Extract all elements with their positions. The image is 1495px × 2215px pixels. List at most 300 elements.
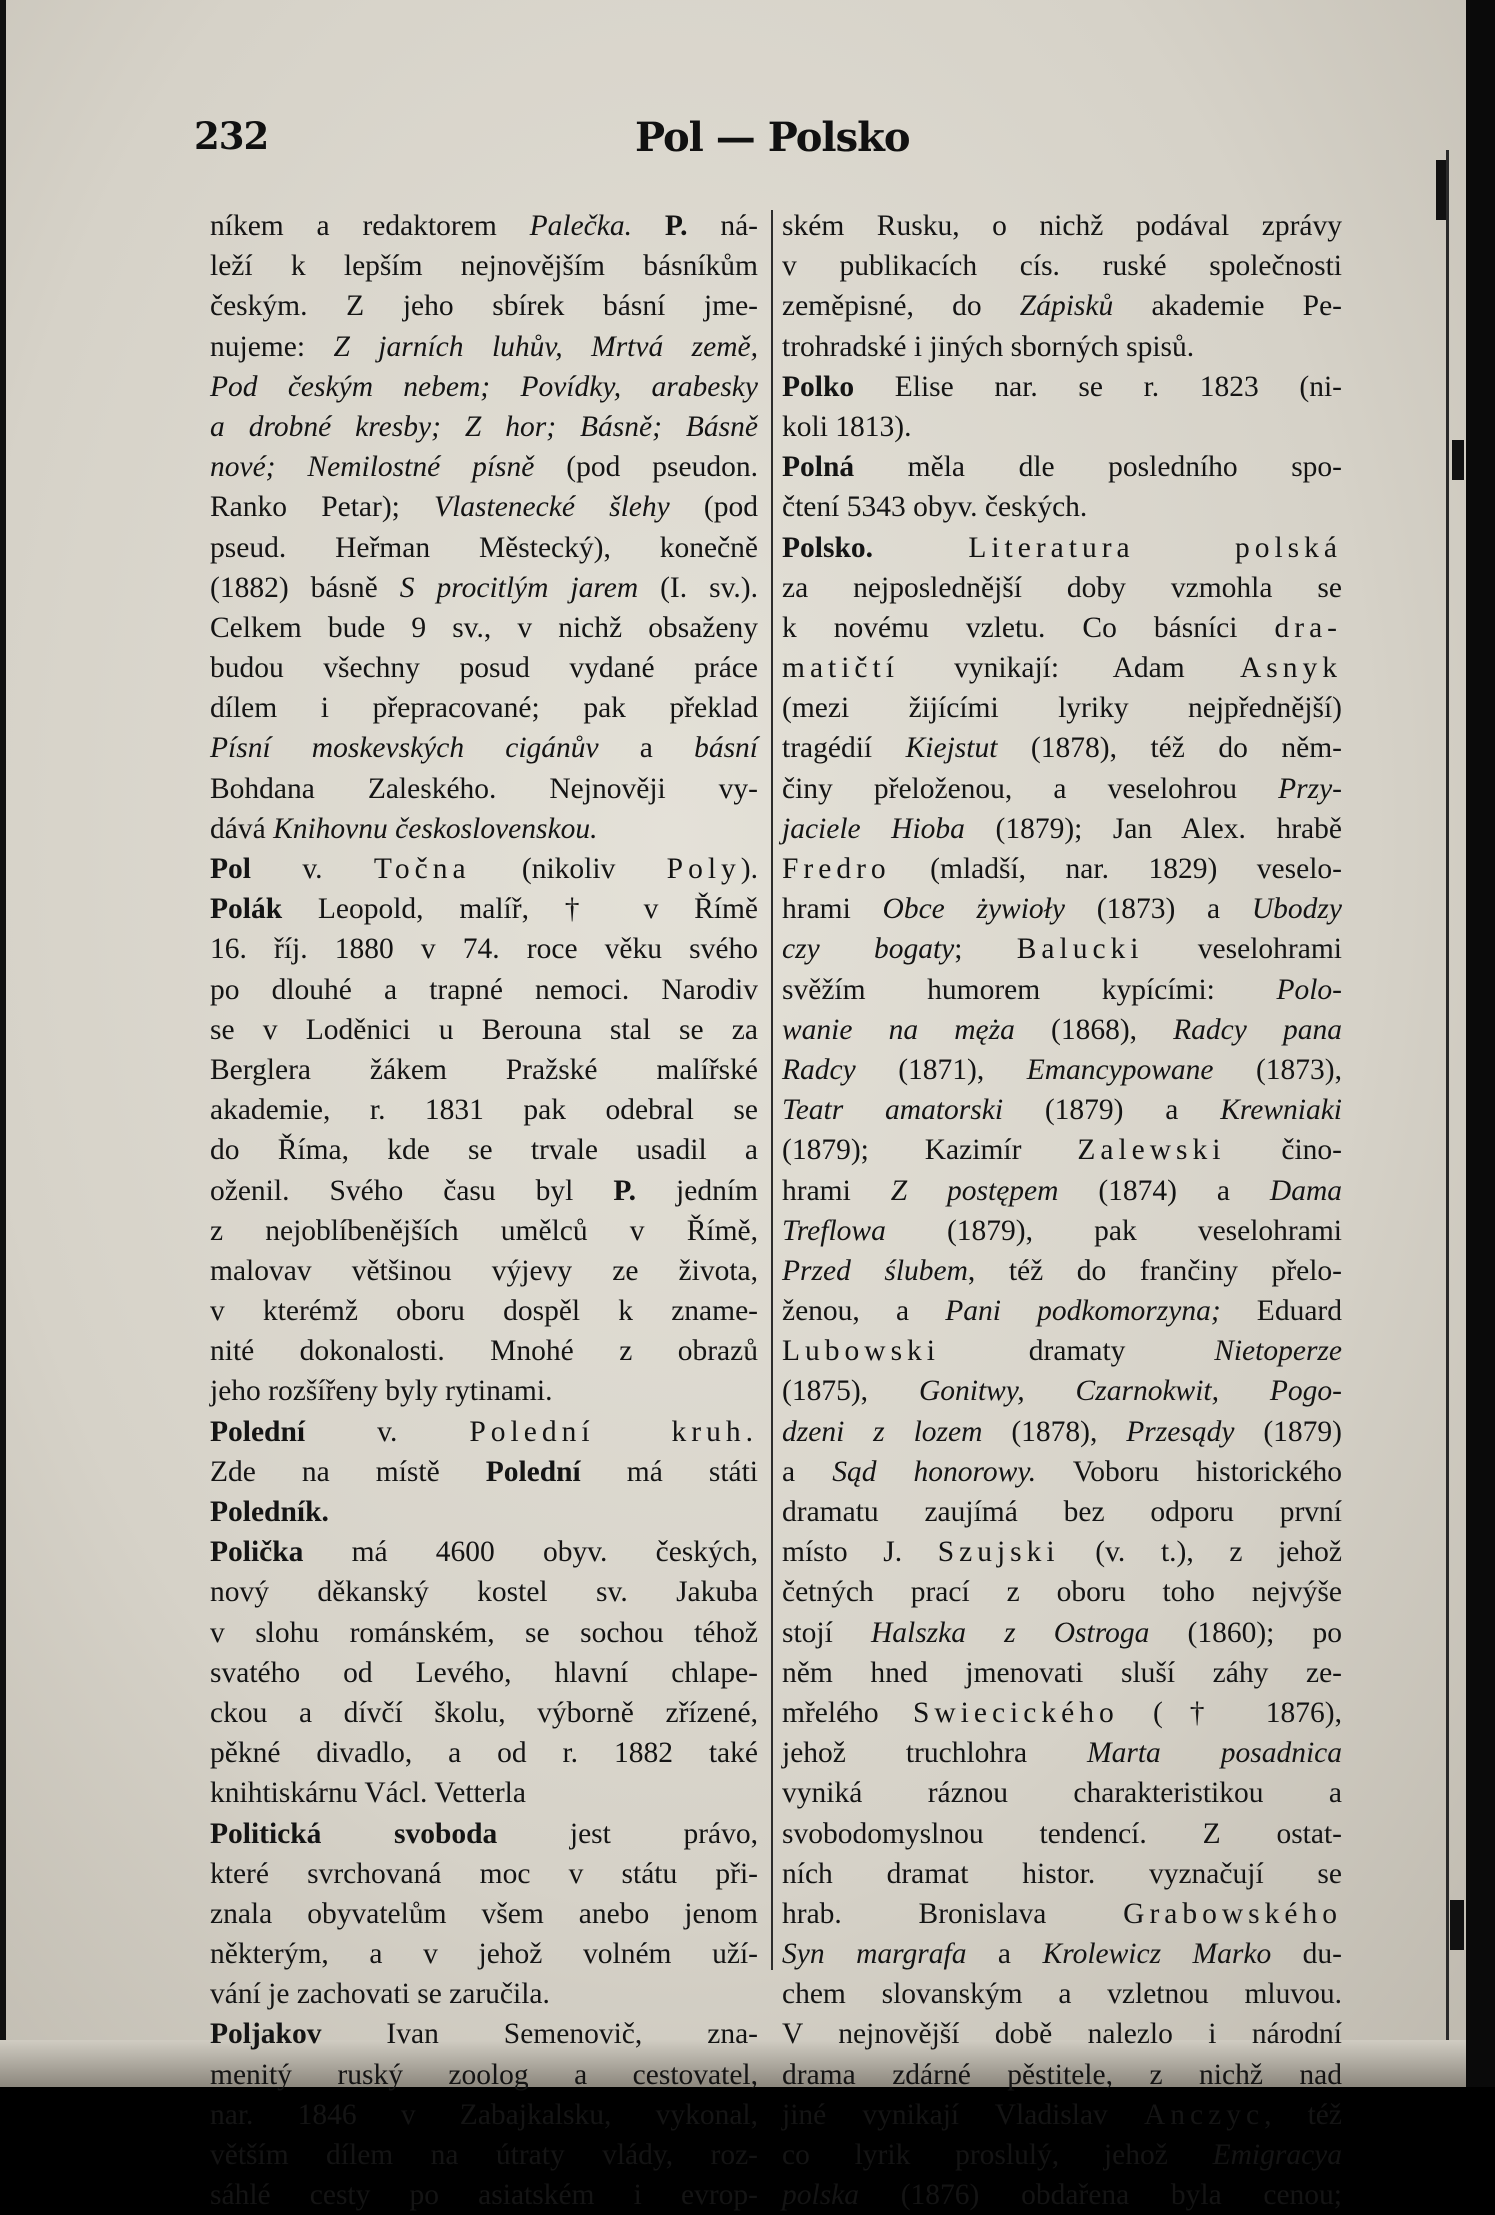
italic-title: Krolewicz Marko — [1042, 1938, 1272, 1971]
text-line — [782, 929, 1342, 969]
text-run: Voboru historického — [1036, 1455, 1342, 1488]
text-line — [782, 487, 1342, 527]
text-line — [210, 1492, 758, 1532]
italic-title: Kiejstut — [905, 732, 998, 765]
text-run: vyniká ráznou charakteristikou a — [782, 1777, 1342, 1810]
text-line — [782, 1010, 1342, 1050]
text-run: (nikoliv — [470, 853, 667, 885]
text-run: čtení 5343 obyv. českých. — [782, 491, 1088, 524]
text-run: po dlouhé a trapné nemoci. Narodiv — [210, 973, 758, 1006]
text-line — [210, 1130, 758, 1170]
text-line — [782, 849, 1342, 889]
text-run: dává — [210, 812, 274, 845]
text-run: v. — [250, 853, 374, 885]
italic-title: S procitlým jarem — [399, 571, 639, 604]
text-line — [210, 568, 758, 608]
text-run: znala obyvatelům všem anebo jenom — [210, 1897, 758, 1930]
text-run: oženil. Svého času byl — [210, 1174, 614, 1207]
text-line — [210, 688, 758, 728]
text-line — [210, 1291, 758, 1331]
entry-headword: Polička — [210, 1536, 304, 1569]
text-run: (1873), — [1213, 1053, 1342, 1086]
spaced-name: Točna — [373, 853, 471, 885]
text-run: svěžím humorem kypícími: — [782, 973, 1277, 1006]
text-run: ckou a dívčí školu, výborně zřízené, — [210, 1696, 758, 1729]
text-run: k novému vzletu. Co básníci — [782, 611, 1275, 644]
entry-headword: Politická svoboda — [210, 1817, 498, 1850]
spaced-name: Zalewski — [1077, 1134, 1226, 1167]
text-run: hrami — [782, 893, 883, 926]
italic-title: Zápisků — [1019, 290, 1114, 323]
text-line — [210, 1894, 758, 1934]
text-run: něm hned jmenovati sluší záhy ze- — [782, 1656, 1342, 1689]
text-run: se v Loděnici u Berouna stal se za — [210, 1013, 758, 1046]
entry-headword: Polední — [210, 1415, 306, 1448]
text-line — [782, 2014, 1342, 2054]
text-run: a — [782, 1455, 833, 1488]
text-run: ná- — [687, 210, 759, 242]
text-line — [782, 2095, 1342, 2135]
text-line — [210, 1814, 758, 1854]
text-line — [210, 447, 758, 487]
text-line — [782, 1532, 1342, 1572]
text-run: vání je zachovati se zaručila. — [210, 1978, 550, 2011]
text-line — [210, 2175, 758, 2215]
text-run: ; — [954, 933, 1017, 966]
text-line — [210, 648, 758, 688]
text-run: Berglera žákem Pražské malířské — [210, 1053, 758, 1086]
text-run: jeho rozšířeny byly rytinami. — [210, 1375, 553, 1408]
entry-headword: Polná — [782, 451, 855, 484]
spaced-name: Fredro — [782, 853, 891, 885]
italic-title: czy bogaty — [782, 933, 955, 966]
text-run: Eduard — [1220, 1295, 1342, 1328]
text-run: čino- — [1225, 1134, 1342, 1167]
text-line — [782, 1814, 1342, 1854]
text-line — [210, 970, 758, 1010]
text-line — [782, 1371, 1342, 1411]
text-run: nový děkanský kostel sv. Jakuba — [210, 1576, 758, 1609]
text-run: (1875), — [782, 1375, 919, 1408]
text-run: (1879), pak veselohrami — [885, 1214, 1342, 1247]
text-run: a — [598, 732, 695, 765]
spaced-name: Asnyk — [1239, 652, 1342, 685]
entry-headword: P. — [664, 210, 688, 242]
entry-headword: Polední — [485, 1455, 581, 1488]
text-run: (1871), — [855, 1053, 1027, 1086]
text-line — [782, 447, 1342, 487]
page-edge-left — [0, 0, 6, 2087]
text-run: sáhlé cesty po asiatském i evrop- — [210, 2179, 758, 2212]
italic-title: Halszka z Ostroga — [870, 1616, 1150, 1649]
text-run: 16. říj. 1880 v 74. roce věku svého — [210, 933, 758, 966]
text-line — [210, 1733, 758, 1773]
text-line — [210, 929, 758, 969]
text-line — [210, 246, 758, 286]
text-run: (1879); Kazimír — [782, 1134, 1078, 1167]
italic-title: Knihovnu československou. — [273, 812, 598, 845]
text-run: V nejnovější době nalezlo i národní — [782, 2018, 1342, 2051]
entry-headword: Polko — [782, 370, 855, 403]
text-run: (1860); po — [1149, 1616, 1342, 1649]
page-number: 232 — [194, 114, 269, 158]
text-run: († 1876), — [1118, 1696, 1342, 1729]
text-run: , též — [1264, 2098, 1342, 2131]
italic-title: Z postępem — [890, 1174, 1059, 1207]
text-run: za nejposlednější doby vzmohla se — [782, 571, 1342, 604]
text-line — [782, 1251, 1342, 1291]
text-line — [210, 2095, 758, 2135]
italic-title: Emigracya — [1212, 2139, 1342, 2171]
text-line — [210, 367, 758, 407]
text-line — [782, 809, 1342, 849]
text-line — [210, 1613, 758, 1653]
italic-title: Nietoperze — [1214, 1335, 1342, 1368]
text-run: (I. sv.). — [638, 571, 758, 604]
text-run: jedním — [636, 1174, 758, 1207]
text-line — [782, 1572, 1342, 1612]
text-run: Elise nar. se r. 1823 (ni- — [854, 370, 1342, 403]
spaced-name: Szujski — [937, 1536, 1060, 1569]
entry-headword: Pol — [210, 853, 251, 885]
text-run: (1878), — [982, 1415, 1127, 1448]
spaced-name: Grabowského — [1123, 1897, 1342, 1930]
entry-headword: Poljakov — [210, 2018, 322, 2051]
text-line — [782, 1613, 1342, 1653]
text-line — [782, 1452, 1342, 1492]
text-line — [210, 1773, 758, 1813]
text-run: akademie Pe- — [1113, 290, 1342, 323]
text-run: nar. 1846 v Zabajkalsku, vykonal, — [210, 2098, 758, 2131]
text-line — [782, 1974, 1342, 2014]
text-line — [782, 1773, 1342, 1813]
text-run: (pod pseudon. — [534, 451, 758, 484]
text-line — [210, 1412, 758, 1452]
text-run: chem slovanským a vzletnou mluvou. — [782, 1978, 1342, 2011]
text-line — [210, 1452, 758, 1492]
text-run: z nejoblíbenějších umělců v Římě, — [210, 1214, 758, 1247]
text-line — [210, 1050, 758, 1090]
binding-edge — [1446, 150, 1449, 2050]
text-run: (1878), též do něm- — [997, 732, 1342, 765]
text-run: menitý ruský zoolog a cestovatel, — [210, 2058, 758, 2091]
italic-title: Przesądy — [1126, 1415, 1235, 1448]
text-line — [782, 648, 1342, 688]
italic-title: Emancypowane — [1026, 1053, 1214, 1086]
text-line — [782, 1211, 1342, 1251]
text-run: dramaty — [940, 1335, 1215, 1368]
italic-title: jaciele Hioba — [782, 812, 965, 845]
text-run: (mladší, nar. 1829) veselo- — [890, 853, 1342, 885]
text-run: níkem a redaktorem — [210, 210, 530, 242]
text-run: zeměpisné, do — [782, 290, 1020, 323]
italic-title: Gonitwy, Czarnokwit, Pogo- — [918, 1375, 1342, 1408]
text-run: ženou, a — [782, 1295, 946, 1328]
text-run: ském Rusku, o nichž podával zprávy — [782, 210, 1342, 242]
text-run: jest právo, — [497, 1817, 758, 1850]
text-line — [782, 1050, 1342, 1090]
text-line — [782, 1854, 1342, 1894]
text-run: jiné vynikají Vladislav — [782, 2098, 1144, 2131]
text-line — [782, 2175, 1342, 2215]
text-run: Zde na místě — [210, 1455, 486, 1488]
text-run: (1879) — [1234, 1415, 1342, 1448]
text-run: dílem i přepracované; pak překlad — [210, 692, 758, 725]
text-line — [210, 849, 758, 889]
text-line — [210, 1854, 758, 1894]
italic-title: dzeni z lozem — [782, 1415, 983, 1448]
text-run: (mezi žijícími lyriky nejpřednější) — [782, 692, 1342, 725]
binding-mark — [1436, 160, 1446, 220]
text-run: Bohdana Zaleského. Nejnověji vy- — [210, 772, 758, 805]
text-line — [782, 1894, 1342, 1934]
left-column — [210, 206, 758, 2215]
text-run: četných prací z oboru toho nejvýše — [782, 1576, 1342, 1609]
text-run: má státi — [580, 1455, 759, 1488]
italic-title: Z jarních luhův, Mrtvá země, — [333, 330, 758, 363]
italic-title: Przy- — [1278, 772, 1342, 805]
text-line — [210, 1572, 758, 1612]
text-run: (v. t.), z jehož — [1059, 1536, 1342, 1569]
text-run: nujeme: — [210, 330, 334, 363]
text-line — [782, 1171, 1342, 1211]
text-run: budou všechny posud vydané práce — [210, 652, 758, 685]
text-run: leží k lepším nejnovějším básníkům — [210, 250, 758, 283]
text-line — [210, 1974, 758, 2014]
italic-title: Przed ślubem — [782, 1254, 968, 1287]
text-line — [782, 688, 1342, 728]
text-run: du- — [1271, 1938, 1343, 1971]
text-run: ). — [740, 853, 758, 885]
text-run: vynikají: Adam — [898, 652, 1240, 685]
running-title: Pol — Polsko — [635, 114, 910, 161]
text-line — [210, 487, 758, 527]
entry-headword: Polák — [210, 893, 283, 926]
text-line — [782, 2055, 1342, 2095]
text-run: mřelého — [782, 1696, 913, 1729]
text-line — [782, 608, 1342, 648]
page-header — [190, 114, 1340, 174]
text-line — [210, 407, 758, 447]
text-run: svatého od Levého, hlavní chlape- — [210, 1656, 758, 1689]
text-run: (1874) a — [1058, 1174, 1270, 1207]
text-run: v kterémž oboru dospěl k zname- — [210, 1295, 758, 1328]
text-line — [210, 206, 758, 246]
text-line — [210, 1693, 758, 1733]
spaced-name: dra- — [1274, 611, 1342, 644]
text-line — [782, 246, 1342, 286]
text-line — [210, 608, 758, 648]
italic-title: Polo- — [1276, 973, 1342, 1006]
text-line — [782, 1733, 1342, 1773]
text-line — [210, 327, 758, 367]
text-line — [210, 2135, 758, 2175]
column-divider — [771, 210, 773, 1970]
text-run: (1882) básně — [210, 571, 400, 604]
text-run: Ivan Semenovič, zna- — [321, 2018, 758, 2051]
text-line — [210, 1331, 758, 1371]
italic-title: nové; Nemilostné písně — [210, 451, 535, 484]
text-run: v. — [305, 1415, 470, 1448]
text-run: má 4600 obyv. českých, — [303, 1536, 758, 1569]
italic-title: Radcy — [782, 1053, 856, 1086]
entry-headword: Polsko. — [782, 531, 873, 564]
text-line — [782, 769, 1342, 809]
text-line — [782, 728, 1342, 768]
italic-title: Dama — [1269, 1174, 1343, 1207]
text-run: (1868), — [1014, 1013, 1174, 1046]
text-run: ních dramat histor. vyznačují se — [782, 1857, 1342, 1890]
text-line — [210, 1251, 758, 1291]
text-line — [782, 970, 1342, 1010]
text-run: svobodomyslnou tendencí. Z ostat- — [782, 1817, 1342, 1850]
italic-title: Pod českým nebem; Povídky, arabesky — [210, 370, 758, 403]
entry-headword: P. — [613, 1174, 637, 1207]
spaced-name: Swiecického — [912, 1696, 1119, 1729]
text-run: knihtiskárnu Václ. Vetterla — [210, 1777, 526, 1810]
italic-title: Palečka. — [529, 210, 632, 242]
italic-title: Pani podkomorzyna; — [945, 1295, 1221, 1328]
text-run: hrami — [782, 1174, 891, 1207]
italic-title: Marta posadnica — [1087, 1737, 1342, 1770]
text-run: a — [966, 1938, 1043, 1971]
right-column — [782, 206, 1342, 2215]
spaced-name: Poly — [666, 853, 741, 885]
text-line — [782, 367, 1342, 407]
text-run: v publikacích cís. ruské společnosti — [782, 250, 1342, 283]
binding-mark — [1452, 440, 1464, 480]
text-run: trohradské i jiných sborných spisů. — [782, 330, 1195, 363]
text-run: (1873) a — [1064, 893, 1252, 926]
text-run: větším dílem na útraty vlády, roz- — [210, 2139, 758, 2171]
text-run: co lyrik proslulý, jehož — [782, 2139, 1213, 2171]
text-line — [210, 1090, 758, 1130]
text-run: (1879); Jan Alex. hrabě — [964, 812, 1342, 845]
text-line — [210, 2055, 758, 2095]
text-line — [782, 1412, 1342, 1452]
text-run: v slohu románském, se sochou téhož — [210, 1616, 758, 1649]
text-run: Celkem bude 9 sv., v nichž obsaženy — [210, 611, 758, 644]
text-line — [782, 206, 1342, 246]
text-run: Ranko Petar); — [210, 491, 435, 524]
text-line — [782, 1331, 1342, 1371]
text-line — [210, 728, 758, 768]
text-run: stojí — [782, 1616, 871, 1649]
text-line — [782, 2135, 1342, 2175]
text-run: dramatu zaujímá bez odporu první — [782, 1496, 1342, 1528]
text-run: veselohrami — [1143, 933, 1342, 966]
text-line — [210, 1532, 758, 1572]
text-run: (1879) a — [1003, 1094, 1221, 1127]
text-line — [210, 2014, 758, 2054]
text-run: (pod — [669, 491, 758, 524]
text-line — [210, 1371, 758, 1411]
text-run: tragédií — [782, 732, 906, 765]
italic-title: wanie na męża — [782, 1013, 1015, 1046]
text-run: pseud. Heřman Městecký), konečně — [210, 531, 758, 564]
text-line — [210, 1010, 758, 1050]
text-line — [782, 1693, 1342, 1733]
text-line — [782, 327, 1342, 367]
spaced-name: Polední kruh. — [469, 1415, 759, 1448]
text-line — [782, 286, 1342, 326]
italic-title: Vlastenecké šlehy — [434, 491, 670, 524]
text-line — [782, 1653, 1342, 1693]
italic-title: Syn margrafa — [782, 1938, 967, 1971]
text-line — [782, 889, 1342, 929]
text-line — [782, 1291, 1342, 1331]
text-line — [782, 1130, 1342, 1170]
text-line — [210, 889, 758, 929]
text-run: nité dokonalosti. Mnohé z obrazů — [210, 1335, 758, 1368]
text-run: jehož truchlohra — [782, 1737, 1088, 1770]
text-run — [632, 210, 665, 242]
text-line — [210, 1653, 758, 1693]
page-edge-right — [1466, 0, 1495, 2087]
text-run: které svrchovaná moc v státu při- — [210, 1857, 758, 1890]
spaced-name: matičtí — [782, 652, 899, 685]
text-run: hrab. Bronislava — [782, 1897, 1124, 1930]
text-line — [210, 809, 758, 849]
text-run: do Říma, kde se trvale usadil a — [210, 1134, 758, 1167]
text-line — [782, 1090, 1342, 1130]
text-line — [782, 1934, 1342, 1974]
italic-title: Obce żywioły — [882, 893, 1065, 926]
text-run: místo J. — [782, 1536, 938, 1569]
text-line — [210, 1211, 758, 1251]
text-run — [873, 532, 968, 564]
italic-title: Teatr amatorski — [782, 1094, 1004, 1127]
text-line — [210, 1171, 758, 1211]
text-run: (1876) obdařena byla cenou; — [859, 2179, 1342, 2212]
text-run: drama zdárné pěstitele, z nichž nad — [782, 2058, 1342, 2091]
italic-title: básní — [694, 732, 758, 765]
italic-title: Treflowa — [782, 1214, 886, 1247]
text-run: českým. Z jeho sbírek básní jme- — [210, 290, 758, 323]
text-run: , též do frančiny přelo- — [967, 1254, 1342, 1287]
text-line — [210, 1934, 758, 1974]
italic-title: a drobné kresby; Z hor; Básně; Básně — [210, 410, 758, 443]
italic-title: Radcy pana — [1173, 1013, 1342, 1046]
text-line — [210, 769, 758, 809]
text-line — [782, 407, 1342, 447]
text-run: malovav většinou výjevy ze života, — [210, 1254, 758, 1287]
text-line — [210, 286, 758, 326]
italic-title: Krewniaki — [1220, 1094, 1343, 1127]
italic-title: Ubodzy — [1251, 893, 1343, 926]
spaced-name: Balucki — [1016, 933, 1144, 966]
text-line — [782, 568, 1342, 608]
text-run: koli 1813). — [782, 410, 912, 443]
text-run: pěkné divadlo, a od r. 1882 také — [210, 1737, 758, 1770]
spaced-name: Literatura polská — [968, 531, 1343, 564]
text-line — [782, 528, 1342, 568]
italic-title: polska — [782, 2179, 860, 2212]
text-line — [210, 528, 758, 568]
spaced-name: Lubowski — [782, 1335, 940, 1368]
spaced-name: Anczyc — [1143, 2098, 1265, 2131]
text-run: akademie, r. 1831 pak odebral se — [210, 1094, 758, 1127]
text-run: činy přeloženou, a veselohrou — [782, 772, 1279, 805]
text-line — [782, 1492, 1342, 1532]
binding-mark — [1450, 1900, 1464, 1950]
entry-headword: Poledník. — [210, 1496, 329, 1528]
italic-title: Sąd honorowy. — [832, 1455, 1037, 1488]
text-run: Leopold, malíř, † v Římě — [282, 893, 758, 926]
italic-title: Písní moskevských cigánův — [210, 732, 599, 765]
text-run: měla dle posledního spo- — [854, 451, 1342, 484]
text-run: některým, a v jehož volném uží- — [210, 1938, 758, 1971]
